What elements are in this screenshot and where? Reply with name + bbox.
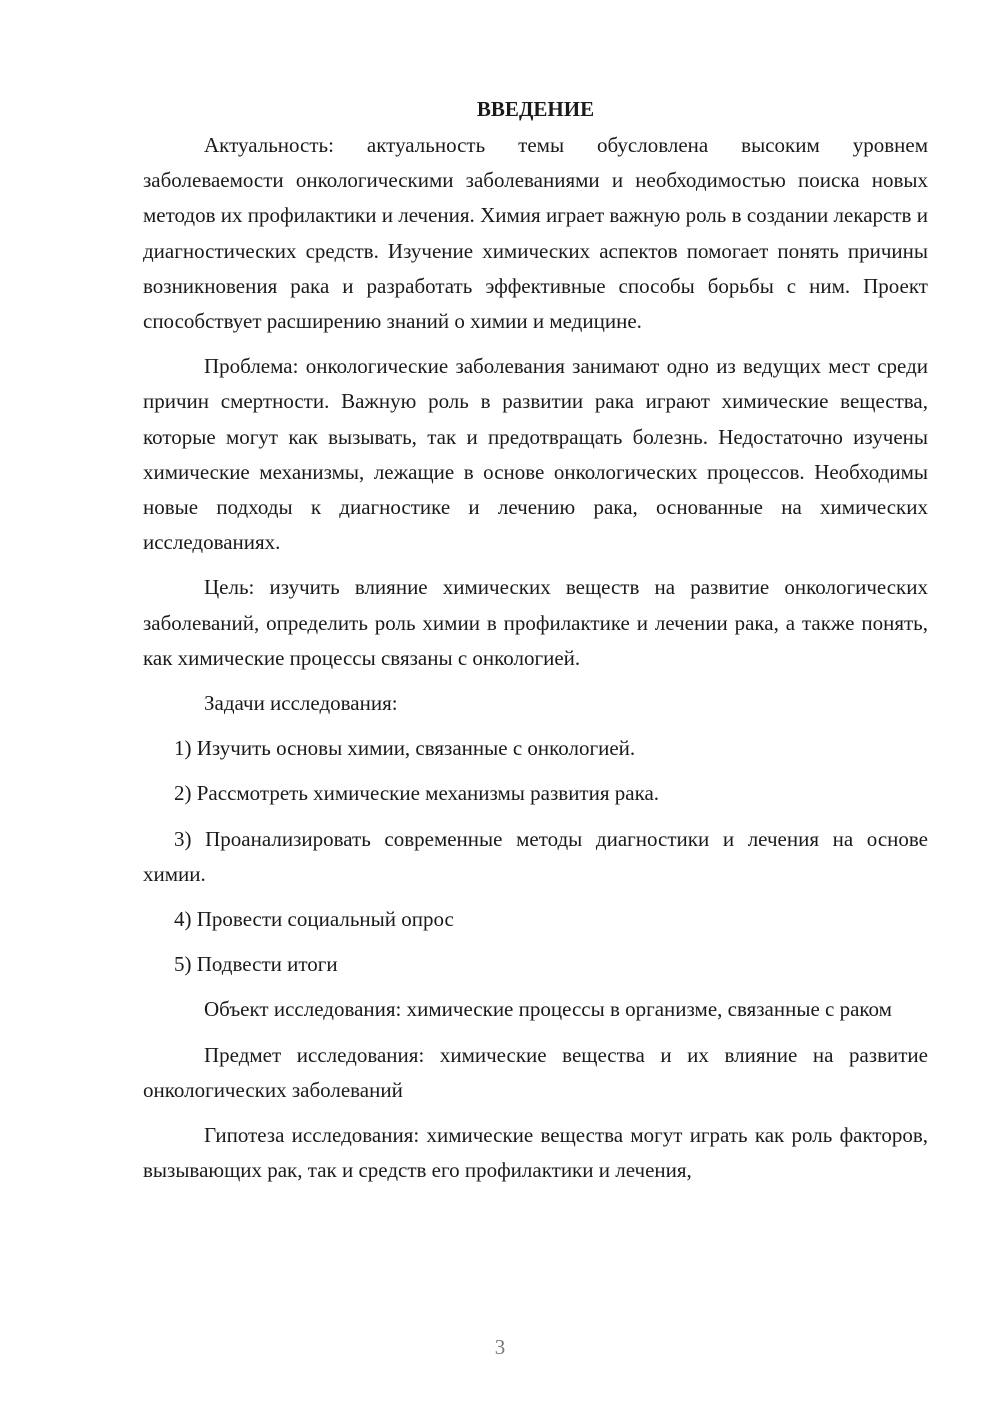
goal-paragraph: Цель: изучить влияние химических веществ на развитие онкологических заболеваний, определить роль химии в профилактике и лечении рака, а также понять, как химические процессы связаны с онкологией. [143, 575, 928, 670]
task-item-3: 3) Проанализировать современные методы диагностики и лечения на основе химии. [143, 826, 928, 886]
tasks-heading: Задачи исследования: [204, 691, 398, 716]
page-number: 3 [494, 1335, 506, 1359]
subject-paragraph: Предмет исследования: химические вещества и их влияние на развитие онкологических заболеваний [143, 1042, 928, 1102]
problem-paragraph: Проблема: онкологические заболевания занимают одно из ведущих мест среди причин смертности. Важную роль в развитии рака играют химические вещества, которые могут как вызывать, так и предотвращать болезнь. Недостаточно изучены химические механизмы, лежащие в основе онкологических процессов. Необходимы новые подходы к диагностике и лечению рака, основанные на химических исследованиях. [143, 354, 928, 555]
task-item-1: 1) Изучить основы химии, связанные с онкологией. [174, 736, 636, 761]
object-paragraph: Объект исследования: химические процессы в организме, связанные с раком [204, 997, 892, 1022]
task-item-5: 5) Подвести итоги [174, 952, 338, 977]
task-item-2: 2) Рассмотреть химические механизмы развития рака. [174, 781, 660, 806]
page-content [143, 92, 928, 1197]
section-title: ВВЕДЕНИЕ [476, 97, 595, 121]
relevance-paragraph: Актуальность: актуальность темы обусловлена высоким уровнем заболеваемости онкологическими заболеваниями и необходимостью поиска новых методов их профилактики и лечения. Химия играет важную роль в создании лекарств и диагностических средств. Изучение химических аспектов помогает понять причины возникновения рака и разработать эффективные способы борьбы с ним. Проект способствует расширению знаний о химии и медицине. [143, 133, 928, 334]
task-item-4: 4) Провести социальный опрос [174, 907, 454, 932]
hypothesis-paragraph: Гипотеза исследования: химические вещества могут играть как роль факторов, вызывающих рак, так и средств его профилактики и лечения, [143, 1123, 928, 1183]
